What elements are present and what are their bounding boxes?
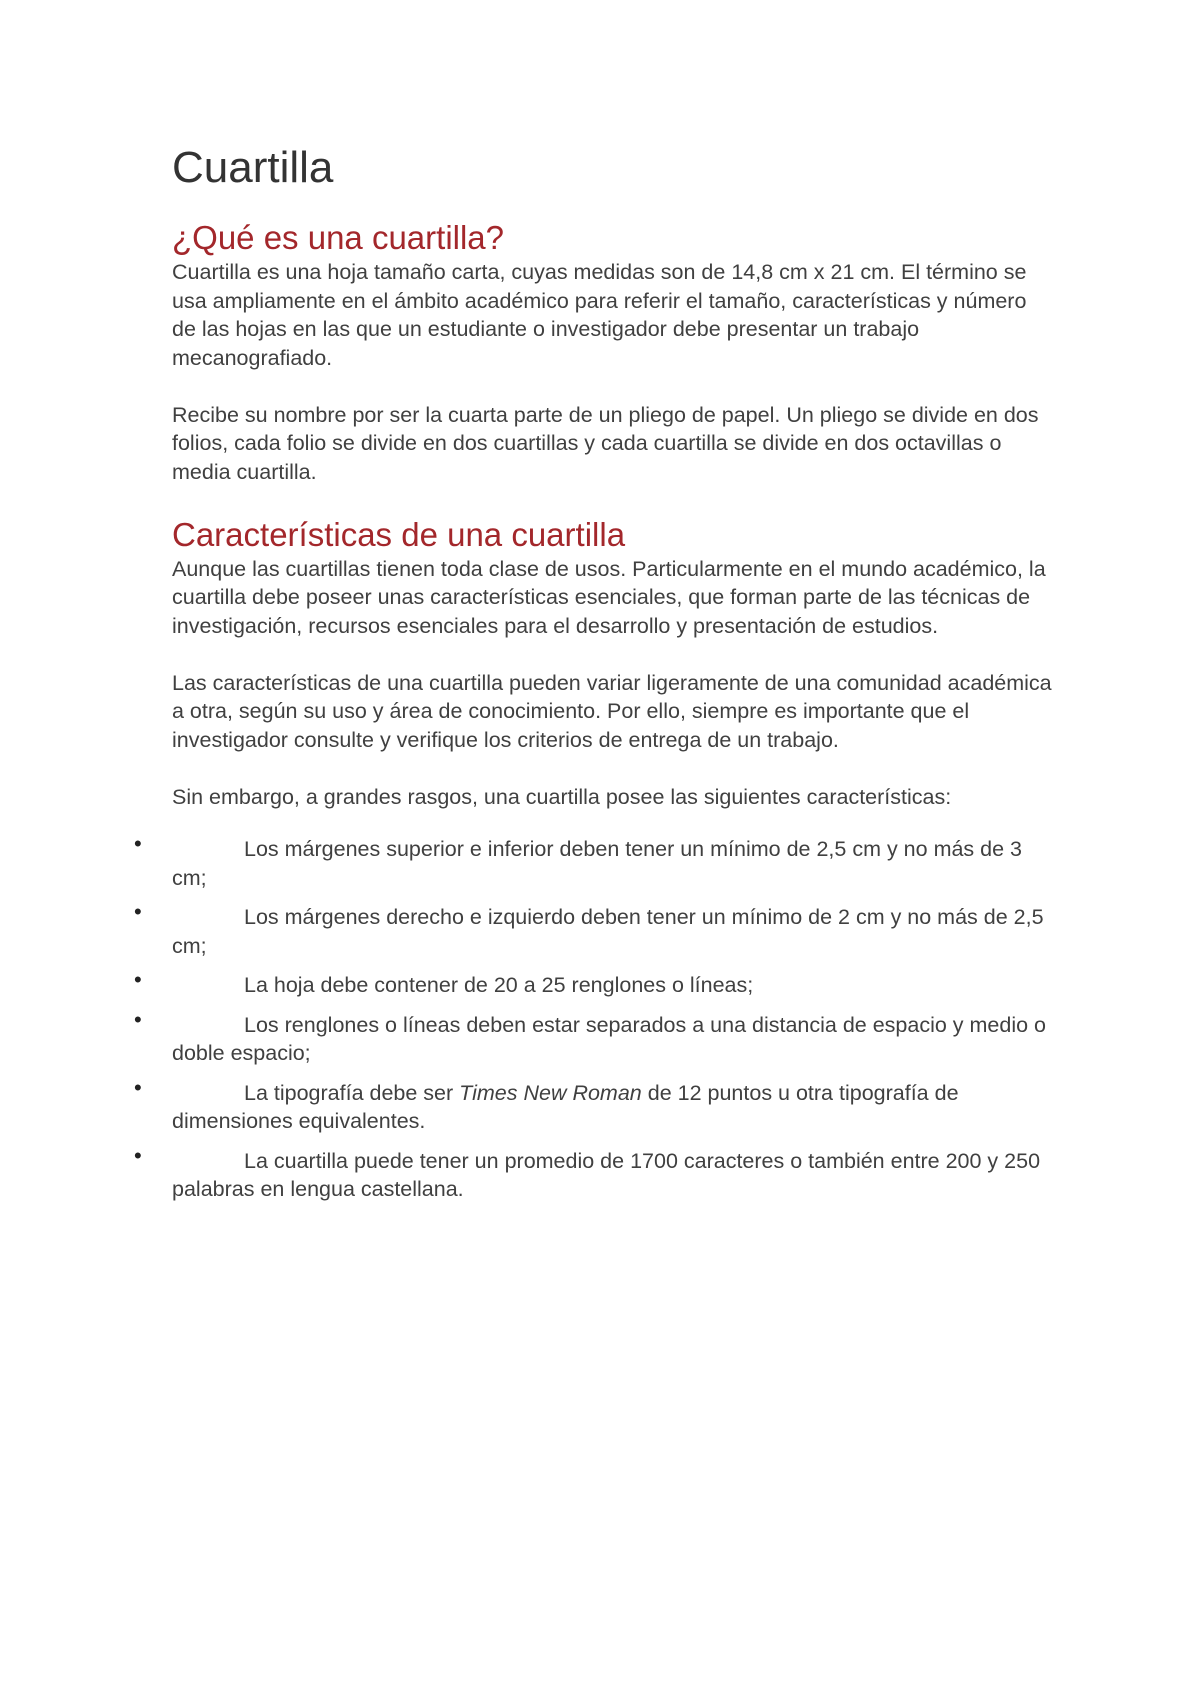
list-item-text: Los márgenes superior e inferior deben tener un mínimo de 2,5 cm y no más de 3 cm;	[172, 837, 1022, 890]
bullet-dot-icon: •	[134, 1074, 142, 1100]
list-item	[134, 831, 1052, 892]
list-item	[134, 1142, 1052, 1204]
list-item-text: La hoja debe contener de 20 a 25 renglones o líneas;	[244, 973, 754, 997]
characteristics-list	[134, 831, 1052, 1204]
list-item	[134, 967, 1052, 1000]
list-item-text: Los renglones o líneas deben estar separados a una distancia de espacio y medio o doble espacio;	[172, 1012, 1047, 1065]
paragraph-definition: Cuartilla es una hoja tamaño carta, cuyas medidas son de 14,8 cm x 21 cm. El término se usa ampliamente en el ámbito académico para referir el tamaño, características y número de las hojas en las que un estudiante o investigador debe presentar un trabajo mecanografiado.	[172, 260, 1027, 370]
list-item-text-before: La tipografía debe ser	[244, 1080, 460, 1105]
document-content	[134, 140, 1052, 1215]
list-item	[134, 899, 1052, 960]
list-item-text: La cuartilla puede tener un promedio de 1700 caracteres o también entre 200 y 250 palabras en lengua castellana.	[172, 1148, 1041, 1201]
paragraph-intro-list: Sin embargo, a grandes rasgos, una cuartilla posee las siguientes características:	[172, 784, 952, 809]
list-item-text: Los márgenes derecho e izquierdo deben tener un mínimo de 2 cm y no más de 2,5 cm;	[172, 905, 1044, 958]
list-item-text-after: de 12 puntos u otra tipografía de dimensiones equivalentes.	[172, 1080, 959, 1133]
bullet-dot-icon: •	[134, 1142, 142, 1168]
font-name-italic: Times New Roman	[459, 1080, 642, 1105]
paragraph-variacion: Las características de una cuartilla pueden variar ligeramente de una comunidad académica a otra, según su uso y área de conocimiento. Por ello, siempre es importante que el investigador consulte y verifique los criterios de entrega de un trabajo.	[172, 670, 1052, 752]
paragraph-origin: Recibe su nombre por ser la cuarta parte de un pliego de papel. Un pliego se divide en dos folios, cada folio se divide en dos cuartillas y cada cuartilla se divide en dos octavillas o media cuartilla.	[172, 402, 1039, 484]
paragraph-usos: Aunque las cuartillas tienen toda clase de usos. Particularmente en el mundo académico, la cuartilla debe poseer unas características esenciales, que forman parte de las técnicas de investigación, recursos esenciales para el desarrollo y presentación de estudios.	[172, 556, 1046, 638]
document-title: Cuartilla	[172, 143, 334, 192]
bullet-dot-icon: •	[134, 831, 142, 856]
bullet-dot-icon: •	[134, 899, 142, 924]
section-heading-caracteristicas: Características de una cuartilla	[172, 515, 626, 553]
list-item	[134, 1074, 1052, 1136]
list-item	[134, 1006, 1052, 1068]
section-heading-que-es: ¿Qué es una cuartilla?	[172, 219, 505, 256]
bullet-dot-icon: •	[134, 967, 142, 992]
bullet-dot-icon: •	[134, 1006, 142, 1032]
